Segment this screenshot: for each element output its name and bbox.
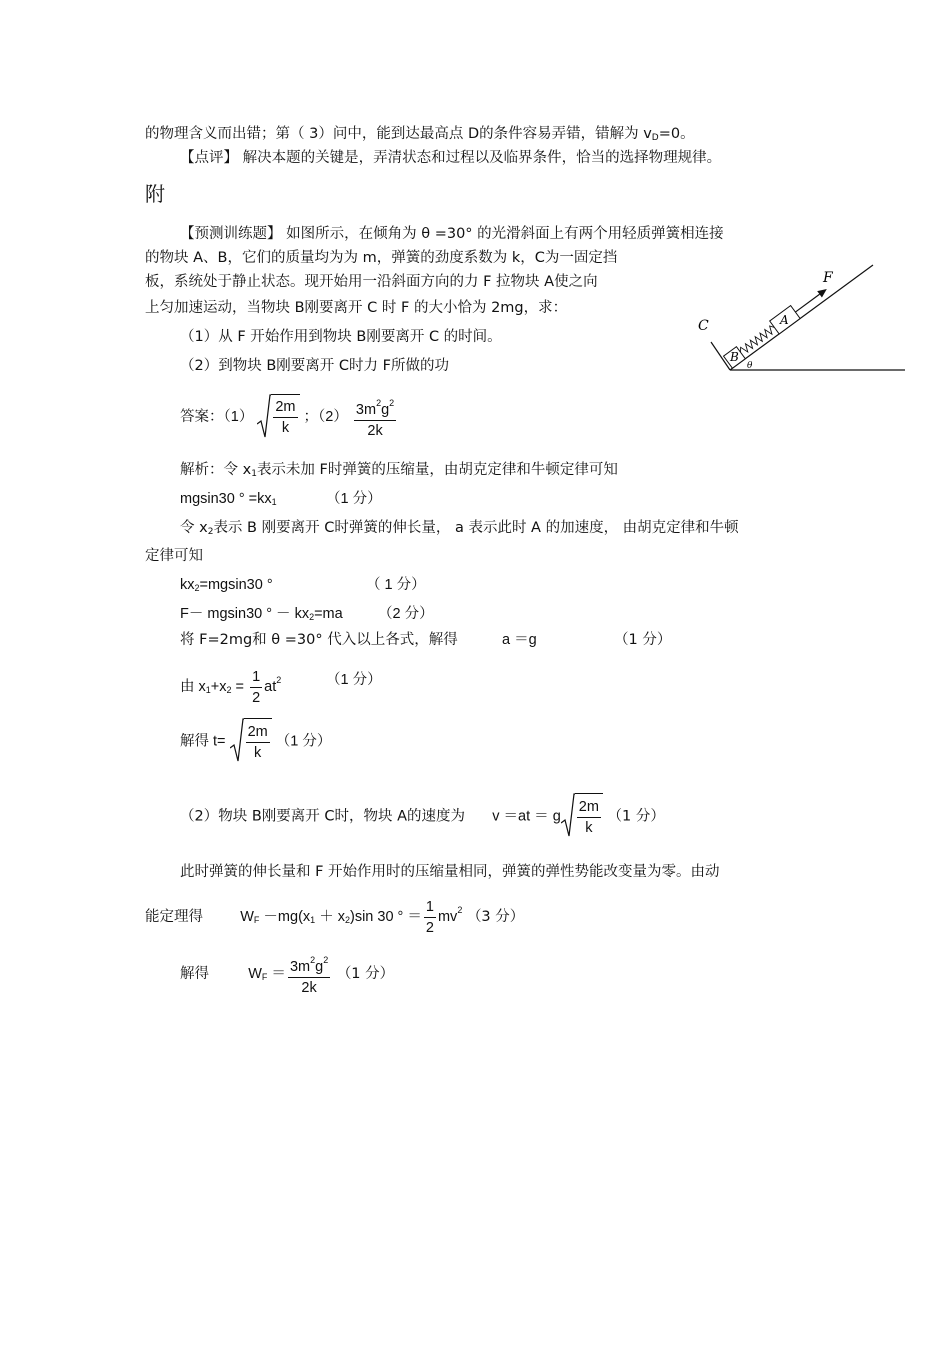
problem-line-1: 【预测训练题】 如图所示，在倾角为 θ =30° 的光滑斜面上有两个用轻质弹簧相连接 [180, 226, 724, 242]
subscript: D [651, 133, 659, 143]
subscript: 1 [205, 685, 211, 695]
text: －mg(x [259, 909, 311, 925]
text: ＋ x [315, 909, 345, 925]
answer-separator: ；（2） [303, 408, 348, 425]
equation-3 [180, 604, 434, 627]
text: )sin 30 ° ＝ [350, 909, 422, 925]
score: （1 分） [607, 808, 665, 825]
section-heading: 附 [145, 182, 165, 206]
label-f: F [823, 270, 833, 286]
superscript: 2 [457, 905, 463, 915]
text-line [145, 124, 695, 148]
answer-prefix: 答案：（1） [180, 408, 254, 425]
problem-line-2: 的物块 A、B，它们的质量均为为 m，弹簧的劲度系数为 k，C为一固定挡 [145, 250, 618, 266]
numerator-part: g [315, 959, 324, 975]
fraction [250, 667, 262, 708]
equation-4 [180, 630, 672, 650]
force-arrow-head [817, 286, 829, 298]
text: 解得 t= [180, 733, 226, 750]
score: （ 1 分） [366, 577, 426, 593]
fraction-numerator: 1 [252, 668, 261, 685]
radical-sign [561, 793, 575, 837]
label-c: C [698, 318, 709, 334]
superscript: 2 [323, 955, 329, 965]
text: 将 F=2mg和 θ =30° 代入以上各式，解得 [180, 632, 458, 648]
solution-line-2 [180, 518, 739, 542]
text: 能定理得 [145, 909, 203, 925]
subscript: 2 [194, 583, 200, 593]
radical-sign [230, 718, 244, 762]
fraction-denominator: k [577, 817, 601, 838]
text: 解析：令 x [180, 462, 252, 478]
solution-line-1 [180, 460, 618, 484]
result: a ＝g [502, 632, 537, 648]
text: 令 x [180, 520, 208, 536]
text: ＝ [267, 965, 286, 982]
equation-5 [180, 657, 382, 713]
score: （1 分） [614, 632, 672, 648]
subscript: 1 [271, 497, 277, 507]
question-1: （1）从 F 开始作用到物块 B刚要离开 C 的时间。 [180, 329, 502, 345]
question-2: （2）到物块 B刚要离开 C时力 F所做的功 [180, 358, 449, 374]
incline-diagram [695, 260, 910, 375]
text: F－ mgsin30 ° － kx [180, 606, 310, 622]
fraction [288, 950, 330, 998]
text: W [248, 965, 262, 982]
expression: v ＝at ＝ g [492, 808, 561, 825]
text: at [264, 679, 277, 695]
text: =ma [314, 606, 343, 622]
text: = [231, 679, 245, 695]
fraction-denominator: k [273, 417, 297, 438]
fraction-denominator: 2k [354, 420, 396, 441]
score: （2 分） [378, 606, 434, 622]
fraction [354, 393, 396, 441]
score: （1 分） [326, 672, 382, 688]
score: （1 分） [326, 491, 382, 507]
subscript: F [253, 915, 260, 925]
superscript: 2 [310, 955, 316, 965]
equation-6 [180, 718, 331, 765]
label-a: A [780, 313, 789, 327]
text: mv [437, 909, 458, 925]
equation-8 [145, 887, 524, 943]
equation-1 [180, 489, 382, 512]
label-theta: θ [747, 361, 753, 371]
fraction [424, 897, 436, 938]
problem-line-3: 板，系统处于静止状态。现开始用一沿斜面方向的力 F 拉物块 A使之向 [145, 274, 598, 290]
fraction-numerator: 2m [247, 723, 268, 740]
text: 由 x [180, 679, 206, 695]
superscript: 2 [376, 398, 382, 408]
text: kx [180, 577, 195, 593]
sqrt-expression [257, 394, 299, 441]
equation-7 [180, 793, 665, 840]
fraction-denominator: 2k [288, 977, 330, 998]
subscript: 2 [344, 915, 350, 925]
subscript: 1 [310, 915, 316, 925]
fraction-denominator: k [246, 742, 270, 763]
score: （1 分） [275, 733, 332, 750]
text: （2）物块 B刚要离开 C时，物块 A的速度为 [180, 808, 466, 825]
sqrt-expression [230, 718, 272, 765]
solution-line-2-cont: 定律可知 [145, 548, 203, 564]
superscript: 2 [276, 675, 282, 685]
score: （1 分） [336, 965, 395, 982]
subscript: F [261, 971, 268, 982]
text-line-1-end: =0。 [658, 126, 695, 142]
fraction-numerator: 2m [275, 399, 296, 416]
answer-line [180, 393, 398, 441]
text: mgsin30 ° =kx [180, 491, 272, 507]
equation-9 [180, 950, 394, 1000]
equation-2 [180, 575, 426, 598]
subscript: 1 [251, 469, 257, 479]
subscript: 2 [309, 612, 315, 622]
text: 解得 [180, 965, 209, 982]
radical-sign [257, 394, 271, 438]
fraction-numerator: 1 [425, 898, 434, 915]
text-line-1: 的物理含义而出错；第（ 3）问中，能到达最高点 D的条件容易弄错，错解为 v [145, 126, 652, 142]
paragraph-line-1: 此时弹簧的伸长量和 F 开始作用时的压缩量相同，弹簧的弹性势能改变量为零。由动 [180, 864, 720, 880]
problem-line-4: 上匀加速运动，当物块 B刚要离开 C 时 F 的大小恰为 2mg，求： [145, 300, 568, 316]
subscript: 2 [207, 527, 214, 537]
fraction-denominator: 2 [250, 687, 262, 708]
numerator-part: 3m [355, 402, 377, 418]
label-b: B [730, 350, 739, 364]
force-arrow-shaft [795, 294, 819, 312]
numerator-part: 3m [289, 959, 311, 975]
fraction-numerator: 2m [578, 798, 599, 815]
comment-line: 【点评】 解决本题的关键是，弄清状态和过程以及临界条件，恰当的选择物理规律。 [180, 150, 722, 166]
text: 表示未加 F时弹簧的压缩量，由胡克定律和牛顿定律可知 [256, 462, 618, 478]
text: +x [210, 679, 227, 695]
text: W [240, 909, 254, 925]
score: （3 分） [466, 909, 525, 925]
subscript: 2 [226, 685, 232, 695]
text: =mgsin30 ° [199, 577, 273, 593]
fraction-denominator: 2 [424, 917, 436, 938]
incline-line [730, 265, 873, 370]
text: 表示 B 刚要离开 C时弹簧的伸长量， a 表示此时 A 的加速度， 由胡克定律和牛顿 [213, 520, 739, 536]
numerator-part: g [381, 402, 390, 418]
sqrt-expression [561, 793, 603, 840]
superscript: 2 [389, 398, 395, 408]
